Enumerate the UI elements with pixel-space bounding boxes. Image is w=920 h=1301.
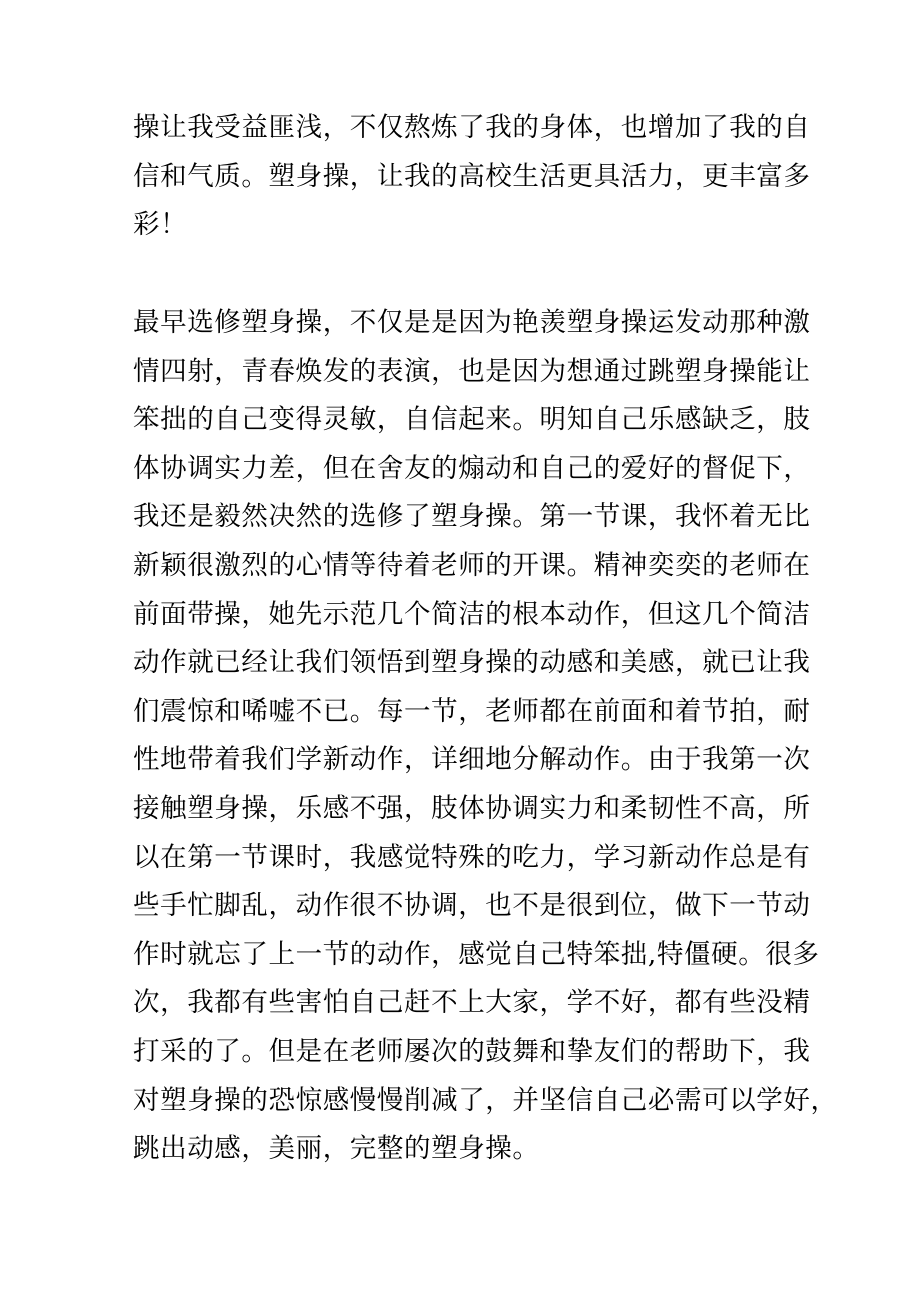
text-line: 些手忙脚乱，动作很不协调，也不是很到位，做下一节动	[133, 890, 811, 922]
paragraph-2	[133, 299, 838, 1174]
text-line: 我还是毅然决然的选修了塑身操。第一节课，我怀着无比	[133, 501, 811, 533]
text-line: 们震惊和唏嘘不已。每一节，老师都在前面和着节拍，耐	[133, 695, 811, 727]
text-line: 新颖很激烈的心情等待着老师的开课。精神奕奕的老师在	[133, 549, 811, 581]
text-line: 信和气质。塑身操，让我的高校生活更具活力，更丰富多	[133, 160, 811, 192]
text-line: 笨拙的自己变得灵敏，自信起来。明知自己乐感缺乏，肢	[133, 404, 811, 436]
text-line: 以在第一节课时，我感觉特殊的吃力，学习新动作总是有	[133, 841, 811, 873]
text-line: 接触塑身操，乐感不强，肢体协调实力和柔韧性不高，所	[133, 792, 811, 824]
text-line: 性地带着我们学新动作，详细地分解动作。由于我第一次	[133, 744, 811, 776]
text-line: 操让我受益匪浅，不仅熬炼了我的身体，也增加了我的自	[133, 112, 811, 143]
text-line: 打采的了。但是在老师屡次的鼓舞和挚友们的帮助下，我	[133, 1035, 811, 1067]
text-line: 前面带操，她先示范几个简洁的根本动作，但这几个简洁	[133, 598, 811, 630]
text-line: 动作就已经让我们领悟到塑身操的动感和美感，就已让我	[133, 647, 811, 679]
paragraph-1	[133, 104, 813, 250]
text-line: 次，我都有些害怕自己赶不上大家，学不好，都有些没精	[133, 987, 811, 1019]
text-line: 情四射，青春焕发的表演，也是因为想通过跳塑身操能让	[133, 355, 811, 387]
text-line: 彩！	[133, 209, 188, 241]
text-line: 跳出动感，美丽，完整的塑身操。	[133, 1133, 540, 1165]
text-line: 作时就忘了上一节的动作，感觉自己特笨拙,特僵硬。很多	[133, 938, 820, 970]
text-line: 体协调实力差，但在舍友的煽动和自己的爱好的督促下，	[133, 452, 811, 484]
text-line: 最早选修塑身操，不仅是是因为艳羡塑身操运发动那种激	[133, 307, 811, 338]
text-line: 对塑身操的恐惊感慢慢削减了，并坚信自己必需可以学好，	[133, 1084, 838, 1116]
